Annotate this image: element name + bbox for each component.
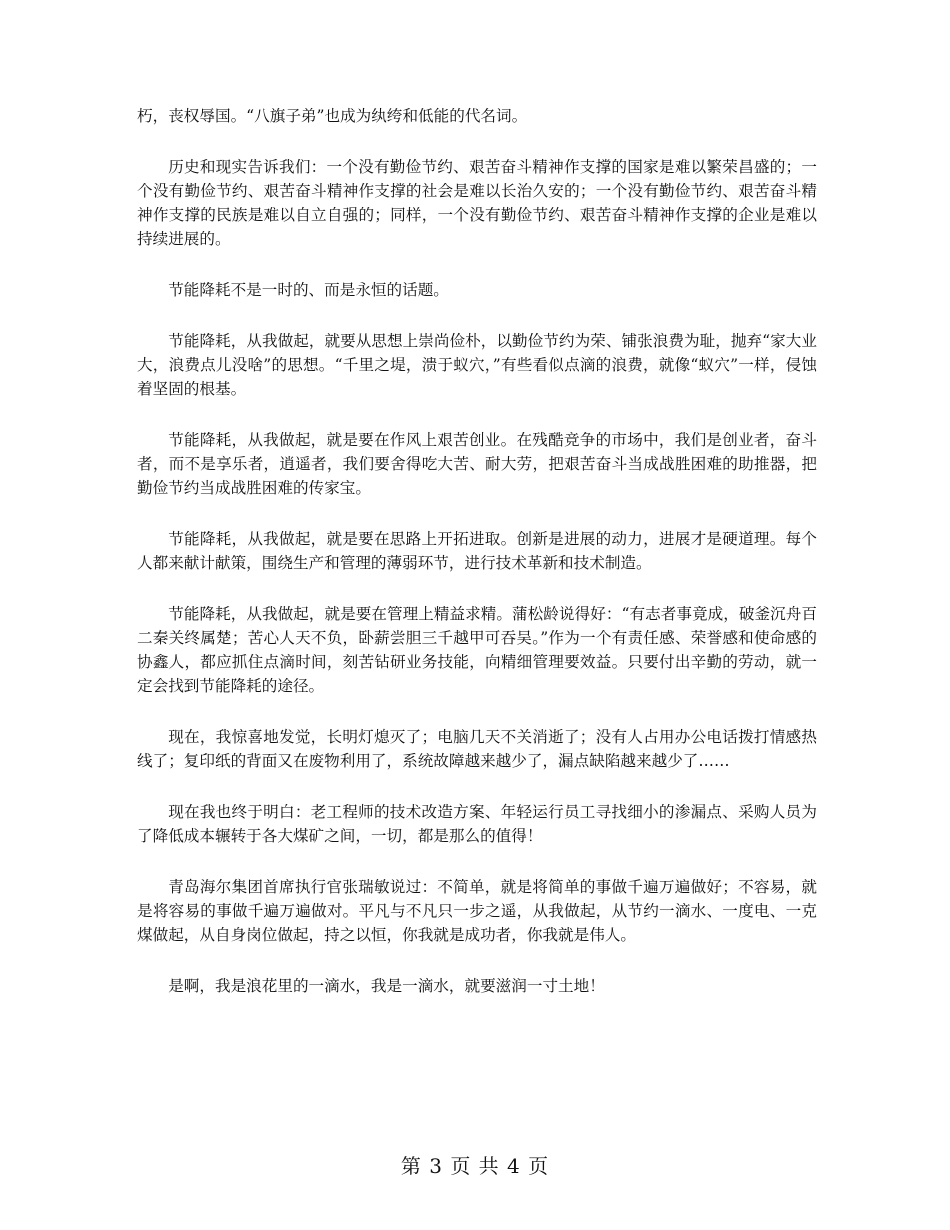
paragraph-closing: 是啊，我是浪花里的一滴水，我是一滴水，就要滋润一寸土地！ [168,977,605,995]
document-body [137,104,817,1025]
paragraph-management: 节能降耗，从我做起，就是要在管理上精益求精。蒲松龄说得好：“有志者事竟成，破釜沉舟百二秦关终属楚；苦心人天不负，卧薪尝胆三千越甲可吞吴。”作为一个有责任感、荣誉感和使命感的协鑫人，都应抓住点滴时间，刻苦钻研业务技能，向精细管理要效益。只要付出辛勤的劳动，就一定会找到节能降耗的途径。 [137,605,817,695]
page-number-footer: 第 3 页 共 4 页 [400,1154,550,1178]
paragraph-style: 节能降耗，从我做起，就是要在作风上艰苦创业。在残酷竞争的市场中，我们是创业者，奋斗者，而不是享乐者，逍遥者，我们要舍得吃大苦、耐大劳，把艰苦奋斗当成战胜困难的助推器，把勤俭节约当成战胜困难的传家宝。 [137,431,817,497]
paragraph-history: 历史和现实告诉我们：一个没有勤俭节约、艰苦奋斗精神作支撑的国家是难以繁荣昌盛的；一个没有勤俭节约、艰苦奋斗精神作支撑的社会是难以长治久安的；一个没有勤俭节约、艰苦奋斗精神作支撑的民族是难以自立自强的；同样，一个没有勤俭节约、艰苦奋斗精神作支撑的企业是难以持续进展的。 [137,158,817,248]
paragraph-eternal-topic: 节能降耗不是一时的、而是永恒的话题。 [168,281,449,299]
paragraph-discovery: 现在，我惊喜地发觉，长明灯熄灭了；电脑几天不关消逝了；没有人占用办公电话拨打情感热线了；复印纸的背面又在废物利用了，系统故障越来越少了，漏点缺陷越来越少了…… [137,728,817,770]
paragraph-innovation: 节能降耗，从我做起，就是要在思路上开拓进取。创新是进展的动力，进展才是硬道理。每个人都来献计献策，围绕生产和管理的薄弱环节，进行技术革新和技术制造。 [137,530,817,572]
paragraph-thought: 节能降耗，从我做起，就要从思想上崇尚俭朴，以勤俭节约为荣、铺张浪费为耻，抛弃“家大业大，浪费点儿没啥”的思想。“千里之堤，溃于蚁穴，”有些看似点滴的浪费，就像“蚁穴”一样，侵蚀着坚固的根基。 [137,332,817,398]
paragraph-understanding: 现在我也终于明白：老工程师的技术改造方案、年轻运行员工寻找细小的渗漏点、采购人员为了降低成本辗转于各大煤矿之间，一切，都是那么的值得！ [137,803,817,845]
paragraph-quote: 青岛海尔集团首席执行官张瑞敏说过：不简单，就是将简单的事做千遍万遍做好；不容易，就是将容易的事做千遍万遍做对。平凡与不凡只一步之遥，从我做起，从节约一滴水、一度电、一克煤做起，从自身岗位做起，持之以恒，你我就是成功者，你我就是伟人。 [137,878,817,944]
paragraph-continuation: 朽，丧权辱国。“八旗子弟”也成为纨绔和低能的代名词。 [137,107,528,125]
